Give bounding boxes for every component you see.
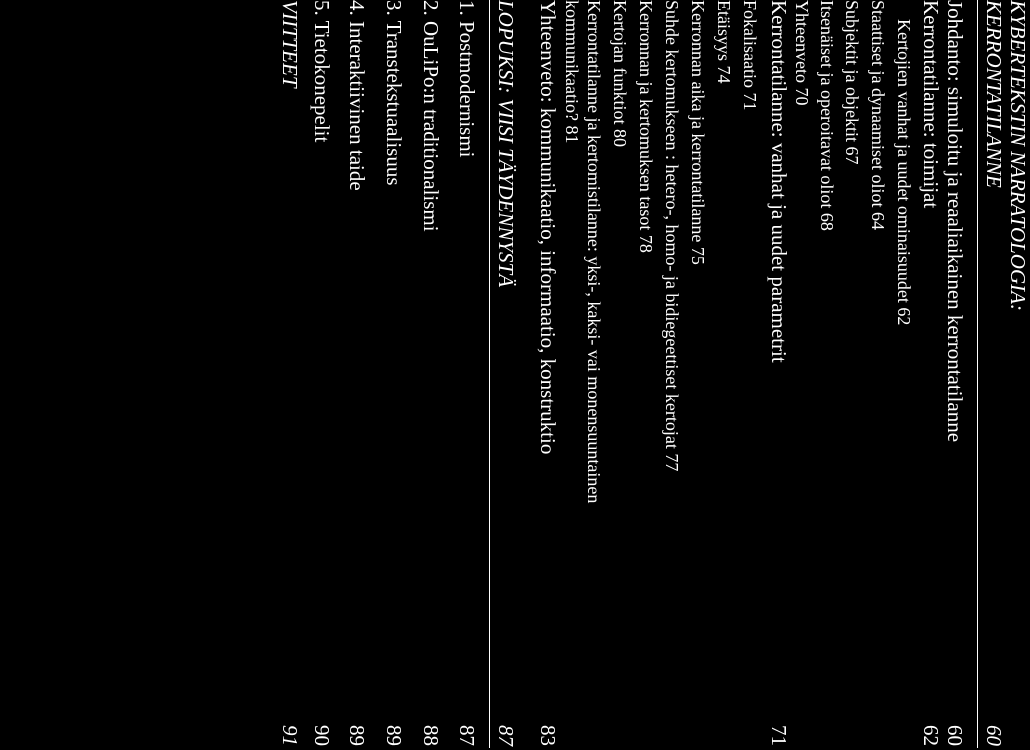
page-number: 89 [382, 725, 406, 746]
title-rule [977, 0, 978, 748]
page-number: 87 [494, 725, 518, 746]
chapter-title-text: KERRONTATILANNE [982, 0, 1006, 188]
entry-text: Johdanto: simuloitu ja reaaliaikainen kerrontatilanne [943, 0, 967, 443]
page-number: 60 [943, 725, 967, 746]
page-number: 62 [919, 725, 943, 746]
page-number: 87 [455, 725, 479, 746]
page-number: 60 [982, 725, 1006, 746]
page-number: 89 [345, 725, 369, 746]
page-number: 88 [419, 725, 443, 746]
table-of-contents: KYBERTEKSTIN NARRATOLOGIA: KERRONTATILANNE 60 Johdanto: simuloitu ja reaaliaikainen kerrontatilanne 60 Kerrontatilanne: toimijat 62 Kertojien vanhat ja uudet ominaisuudet 62 Staattiset ja dynaamiset oliot 64 Subjektit ja objektit 67 Itsenäiset ja operoitavat oliot 68 Yhteenveto 70 Kerrontatilanne: vanhat ja uudet parametrit 71 Fokalisaatio 71 Etäisyys 74 Kerronnan aika ja kerrontatilanne 75 Suhde kertomukseen : hetero-, homo- ja bidiegeettiset kertojat 77 Kerronnan ja kertomuksen tasot 78 Kertojan funktiot 80 Kerrontatilanne ja kertomistilanne: yksi-, kaksi- vai monensuuntainen kommunikaatio? 81 Yhteenveto: kommunikaatio, informaatio, konstruktio 83 LOPUKSI: VIISI TÄYDENNYSTÄ 87 1. Postmodernismi 87 2. OuLiPo:n traditionalismi 88 3. Transtekstuaalisuus 89 4. Interaktiivinen taide 89 5. Tietokonepelit 90 VIITTEET 91 [0, 0, 1024, 750]
page-number: 83 [536, 725, 560, 746]
page-number: 91 [278, 725, 302, 746]
chapter-title-text: KYBERTEKSTIN NARRATOLOGIA: [1006, 0, 1030, 311]
part-rule [489, 0, 490, 748]
page-number: 71 [767, 725, 791, 746]
page-number: 90 [310, 725, 334, 746]
entry-text: Kerrontatilanne: toimijat [919, 0, 943, 209]
